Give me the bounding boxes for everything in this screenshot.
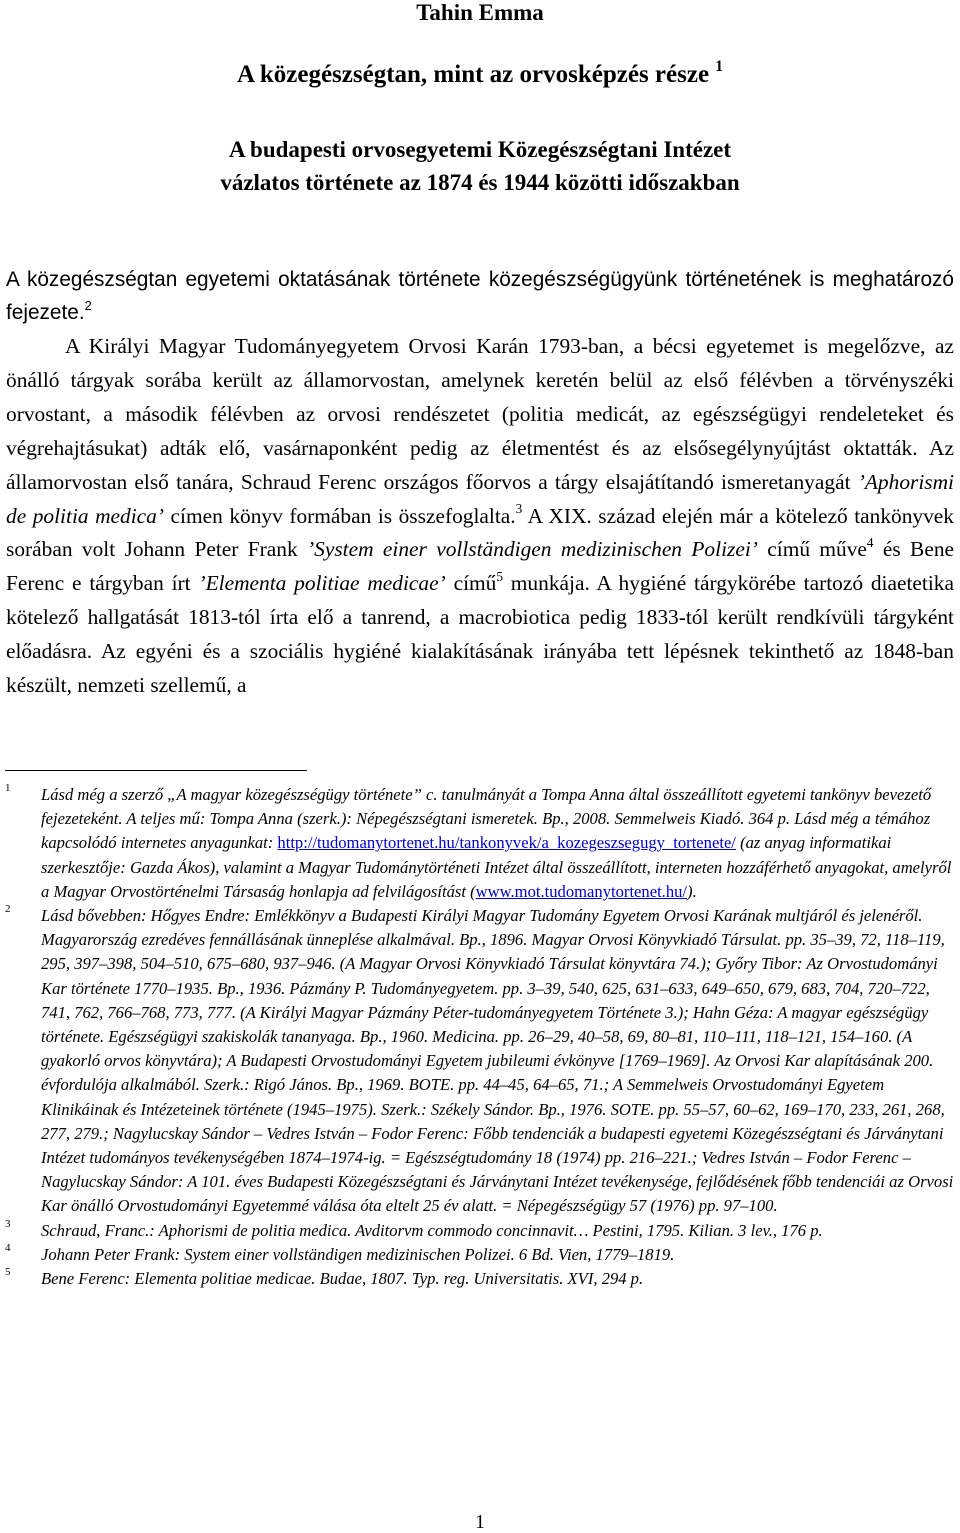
footnote-text: Lásd bővebben: Hőgyes Endre: Emlékkönyv a Budapesti Királyi Magyar Tudomány Egyetem Orvosi Karának multjáról és jelenéről. Magyarország ezredéves fennállásának ünneplése alkalmával. Bp., 1896. Magyar Orvosi Könyvkiadó Társulat. pp. 35–39, 72, 118–119, 295, 397–398, 504–510, 675–680, 937–946. (A Magyar Orvosi Könyvkiadó Társulat könyvtára 74.); Győry Tibor: Az Orvostudományi Kar története 1770–1935. Bp., 1936. Pázmány P. Tudományegyetem. pp. 3–39, 540, 625, 631–633, 649–650, 679, 683, 704, 720–722, 741, 762, 766–768, 773, 777. (A Királyi Magyar Pázmány Péter-tudományegyetem Története 3.); Hahn Géza: A magyar egészségügy története. Egészségügyi szakiskolák tananyaga. Bp., 1960. Medicina. pp. 26–29, 40–58, 69, 80–81, 110–111, 118–121, 154–160. (A gyakorló orvos könyvtára); A Budapesti Orvostudományi Egyetem jubileumi évkönyve [1769–1969]. Az Orvosi Kar alapításának 200. évfordulója alkalmából. Szerk.: Rigó János. Bp., 1969. BOTE. pp. 44–45, 64–65, 71.; A Semmelweis Orvostudományi Egyetem Klinikáinak és Intézeteinek története (1945–1975). Szerk.: Székely Sándor. Bp., 1976. SOTE. pp. 55–57, 60–62, 169–170, 233, 261, 268, 277, 279.; Nagylucskay Sándor – Vedres István – Fodor Ferenc: Főbb tendenciák a budapesti egyetemi Közegészségtani és Járványtani Intézet tudományos tevékenységében 1874–1974-ig. = Egészségtudomány 18 (1974) pp. 216–221.; Vedres István – Fodor Ferenc – Nagylucskay Sándor: A 101. éves Budapesti Közegészségtani és Járványtani Intézet tevékenysége, fejlődésének főbb tendenciái az Orvosi Kar önálló Orvostudományi Egyetemmé válása óta eltelt 25 év alatt. = Népegészségügy 57 (1976) pp. 97–100. xyxy=(41,906,954,1216)
subtitle xyxy=(0,133,960,199)
footnotes-section xyxy=(5,770,955,1291)
paragraph-text-2: A XIX. század elején már a kötelező tankönyvek sorában volt Johann Peter Frank xyxy=(6,503,954,562)
footnote-number: 2 xyxy=(5,903,11,916)
footnote-3 xyxy=(5,1219,955,1243)
footnote-number: 3 xyxy=(5,1217,11,1230)
intro-paragraph xyxy=(6,263,954,329)
footnote-text: Bene Ferenc: Elementa politiae medicae. Budae, 1807. Typ. reg. Universitatis. XVI, 294 p. xyxy=(41,1269,644,1289)
subtitle-line-1: A budapesti orvosegyetemi Közegészségtani Intézet xyxy=(228,137,732,162)
footnote-text: Schraud, Franc.: Aphorismi de politia medica. Avditorvm commodo concinnavit… Pestini, 1795. Kilian. 3 lev., 176 p. xyxy=(41,1220,823,1240)
footnote-ref-3[interactable]: 3 xyxy=(515,501,523,517)
footnote-number: 1 xyxy=(5,782,11,794)
footnote-ref-5[interactable]: 5 xyxy=(496,568,503,584)
paragraph-text-3: és Bene Ferenc e tárgyban írt xyxy=(6,537,955,596)
author-name: Tahin Emma xyxy=(416,0,544,25)
paragraph-italic-3: ’Elementa politiae medicae’ xyxy=(198,571,446,596)
intro-text: A közegészségtan egyetemi oktatásának története közegészségügyünk történetének is meghatározó fejezete. xyxy=(6,268,954,324)
footnote-1 xyxy=(5,783,955,904)
paragraph-italic-2: ’System einer vollständigen medizinischen Polizei’ xyxy=(307,537,758,562)
footnote-number: 4 xyxy=(5,1241,11,1254)
footnote-ref-4[interactable]: 4 xyxy=(866,535,874,550)
paragraph-italic-1: ’Aphorismi de politia medica’ xyxy=(6,469,954,528)
subtitle-line-2: vázlatos története az 1874 és 1944 közötti időszakban xyxy=(220,170,740,195)
footnote-separator xyxy=(5,770,307,771)
paragraph-text-2-end: című műve xyxy=(757,537,867,562)
page-title xyxy=(0,59,960,91)
footnote-4 xyxy=(5,1243,955,1267)
main-paragraph xyxy=(6,330,954,703)
footnote-link[interactable]: http://tudomanytortenet.hu/tankonyvek/a_kozegeszsegugy_tortenete/ xyxy=(277,833,736,853)
footnote-2 xyxy=(5,904,955,1219)
paragraph-text-1-end: címen könyv formában is összefoglalta. xyxy=(164,503,516,528)
page-number: 1 xyxy=(475,1511,485,1533)
intro-footnote-ref[interactable]: 2 xyxy=(84,297,92,313)
footnote-link-2[interactable]: www.mot.tudomanytortenet.hu/ xyxy=(475,881,688,901)
footnote-text: Johann Peter Frank: System einer vollständigen medizinischen Polizei. 6 Bd. Vien, 1779–1819. xyxy=(41,1244,675,1264)
footnote-number: 5 xyxy=(5,1266,11,1279)
footnote-5 xyxy=(5,1267,955,1291)
footnote-text: Lásd még a szerző „A magyar közegészségügy története” c. tanulmányát a Tompa Anna által összeállított egyetemi tankönyv bevezető fejezeteként. A teljes mű: Tompa Anna (szerk.): Népegészségtani ismeretek. Bp., 2008. Semmelweis Kiadó. 364 p. Lásd még a témához kapcsolódó internetes anyagunkat: xyxy=(41,785,932,853)
paragraph-text-1: A Királyi Magyar Tudományegyetem Orvosi Karán 1793-ban, a bécsi egyetemet is megelőzve, az önálló tárgyak sorába került az államorvostan, amelynek keretén belül az első félévben a törvényszéki orvostant, a második félévben az orvosi rendészetet (politia medicát, az egészségügyi rendeleteket és végrehajtásukat) adták elő, vasárnaponként pedig az életmentést és az elsősegélynyújtást oktatták. Az államorvostan első tanára, Schraud Ferenc országos főorvos a tárgy elsajátítandó ismeretanyagát xyxy=(6,334,954,494)
paragraph-text-4: munkája. A hygiéné tárgykörébe tartozó diaetetika kötelező hallgatását 1813-tól írta elő a tanrend, a macrobiotica pedig 1833-tól került rendkívüli tárgyként előadásra. Az egyéni és a szociális hygiéné kialakításának irányába tett lépésnek tekinthető az 1848-ban készült, nemzeti szellemű, a xyxy=(6,571,954,698)
footnote-text-cont: (az anyag informatikai szerkesztője: Gazda Ákos), valamint a Magyar Tudománytörténeti Intézet által összeállított, interneten hozzáférhető anyagokat, amelyről a Magyar Orvostörténelmi Társaság honlapja ad felvilágosítást ( xyxy=(41,833,952,901)
title-footnote-ref[interactable]: 1 xyxy=(715,58,724,76)
paragraph-text-3-end: című xyxy=(445,571,497,596)
footnote-text-end: ). xyxy=(687,881,697,901)
title-text: A közegészségtan, mint az orvosképzés része xyxy=(236,61,710,88)
